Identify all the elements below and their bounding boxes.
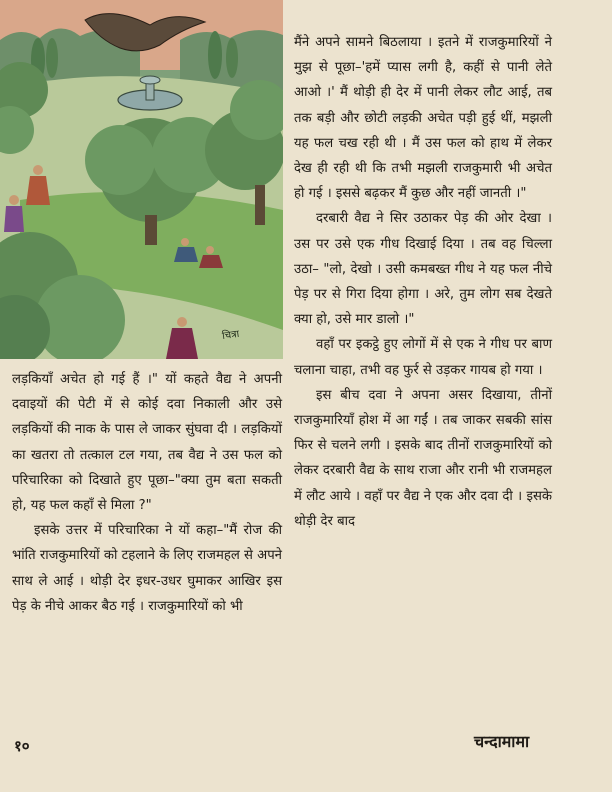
paragraph: लड़कियाँ अचेत हो गई हैं ।" यों कहते वैद्य ने अपनी दवाइयों की पेटी में से कोई दवा निकाली और उसे लड़कियों की नाक के पास ले जाकर सुंघवा दी । लड़कियों का खतरा तो तत्काल टल गया, तब वैद्य ने उस फल को परिचारिका को दिखाते हुए पूछा–"क्या तुम बता सकती हो, यह फल कहाँ से मिला ?" — [12, 372, 282, 514]
large-tree — [85, 125, 155, 195]
tree-trunk — [145, 215, 157, 245]
left-text-column — [12, 367, 282, 619]
cypress-tree — [226, 38, 238, 78]
garden-scene-illustration — [0, 0, 283, 359]
figure-head — [9, 195, 19, 205]
magazine-name: चन्दामामा — [474, 732, 530, 751]
seated-figure-body — [199, 255, 223, 268]
right-text-column — [294, 30, 552, 534]
figure-head — [33, 165, 43, 175]
figure-body — [26, 176, 50, 205]
figure-body — [4, 206, 24, 232]
artist-signature: चित्रा — [221, 328, 240, 343]
fountain-top — [140, 76, 160, 84]
seated-figure-head — [181, 238, 189, 246]
paragraph: इस बीच दवा ने अपना असर दिखाया, तीनों राजकुमारियाँ होश में आ गईं । तब जाकर सबकी सांस फिर से चलने लगी । इसके बाद तीनों राजकुमारियों को लेकर दरबारी वैद्य के साथ राजा और रानी भी राजमहल में लौट आये । वहाँ पर वैद्य ने एक और दवा दी । इसके थोड़ी देर बाद — [294, 387, 552, 529]
paragraph: वहाँ पर इकट्ठे हुए लोगों में से एक ने गीध पर बाण चलाना चाहा, तभी वह फुर्र से उड़कर गायब हो गया । — [294, 337, 552, 378]
tree-trunk — [255, 185, 265, 225]
figure-head — [177, 317, 187, 327]
cypress-tree — [46, 38, 58, 78]
seated-figure-head — [206, 246, 214, 254]
seated-figure-body — [174, 247, 198, 262]
cypress-tree — [208, 31, 222, 79]
page-number: १० — [14, 737, 30, 755]
paragraph: दरबारी वैद्य ने सिर उठाकर पेड़ की ओर देखा । उस पर उसे एक गीध दिखाई दिया । तब वह चिल्ला उठा– "लो, देखो । उसी कमबख्त गीध ने यह फल नीचे पेड़ पर से गिरा दिया होगा । अरे, तुम लोग सब देखते क्या हो, उसे मार डालो ।" — [294, 211, 552, 328]
story-illustration — [0, 0, 283, 359]
paragraph: मैंने अपने सामने बिठलाया । इतने में राजकुमारियों ने मुझ से पूछा–'हमें प्यास लगी है, कहीं से पानी लेते आओ ।' मैं थोड़ी ही देर में पानी लेकर लौट आई, तब तक बड़ी और छोटी लड़की अचेत पड़ी हुई थीं, मझली यह फल चख रही थी । मैं उस फल को हाथ में लेकर देख ही रही थी कि तभी मझली राजकुमारी भी अचेत हो गई । इससे बढ़कर मैं कुछ और नहीं जानती ।" — [294, 35, 552, 202]
paragraph: इसके उत्तर में परिचारिका ने यों कहा–"मैं रोज की भांति राजकुमारियों को टहलाने के लिए राजमहल से अपने साथ ले आई । थोड़ी देर इधर-उधर घुमाकर आखिर इस पेड़ के नीचे आकर बैठ गई । राजकुमारियों को भी — [12, 523, 282, 614]
